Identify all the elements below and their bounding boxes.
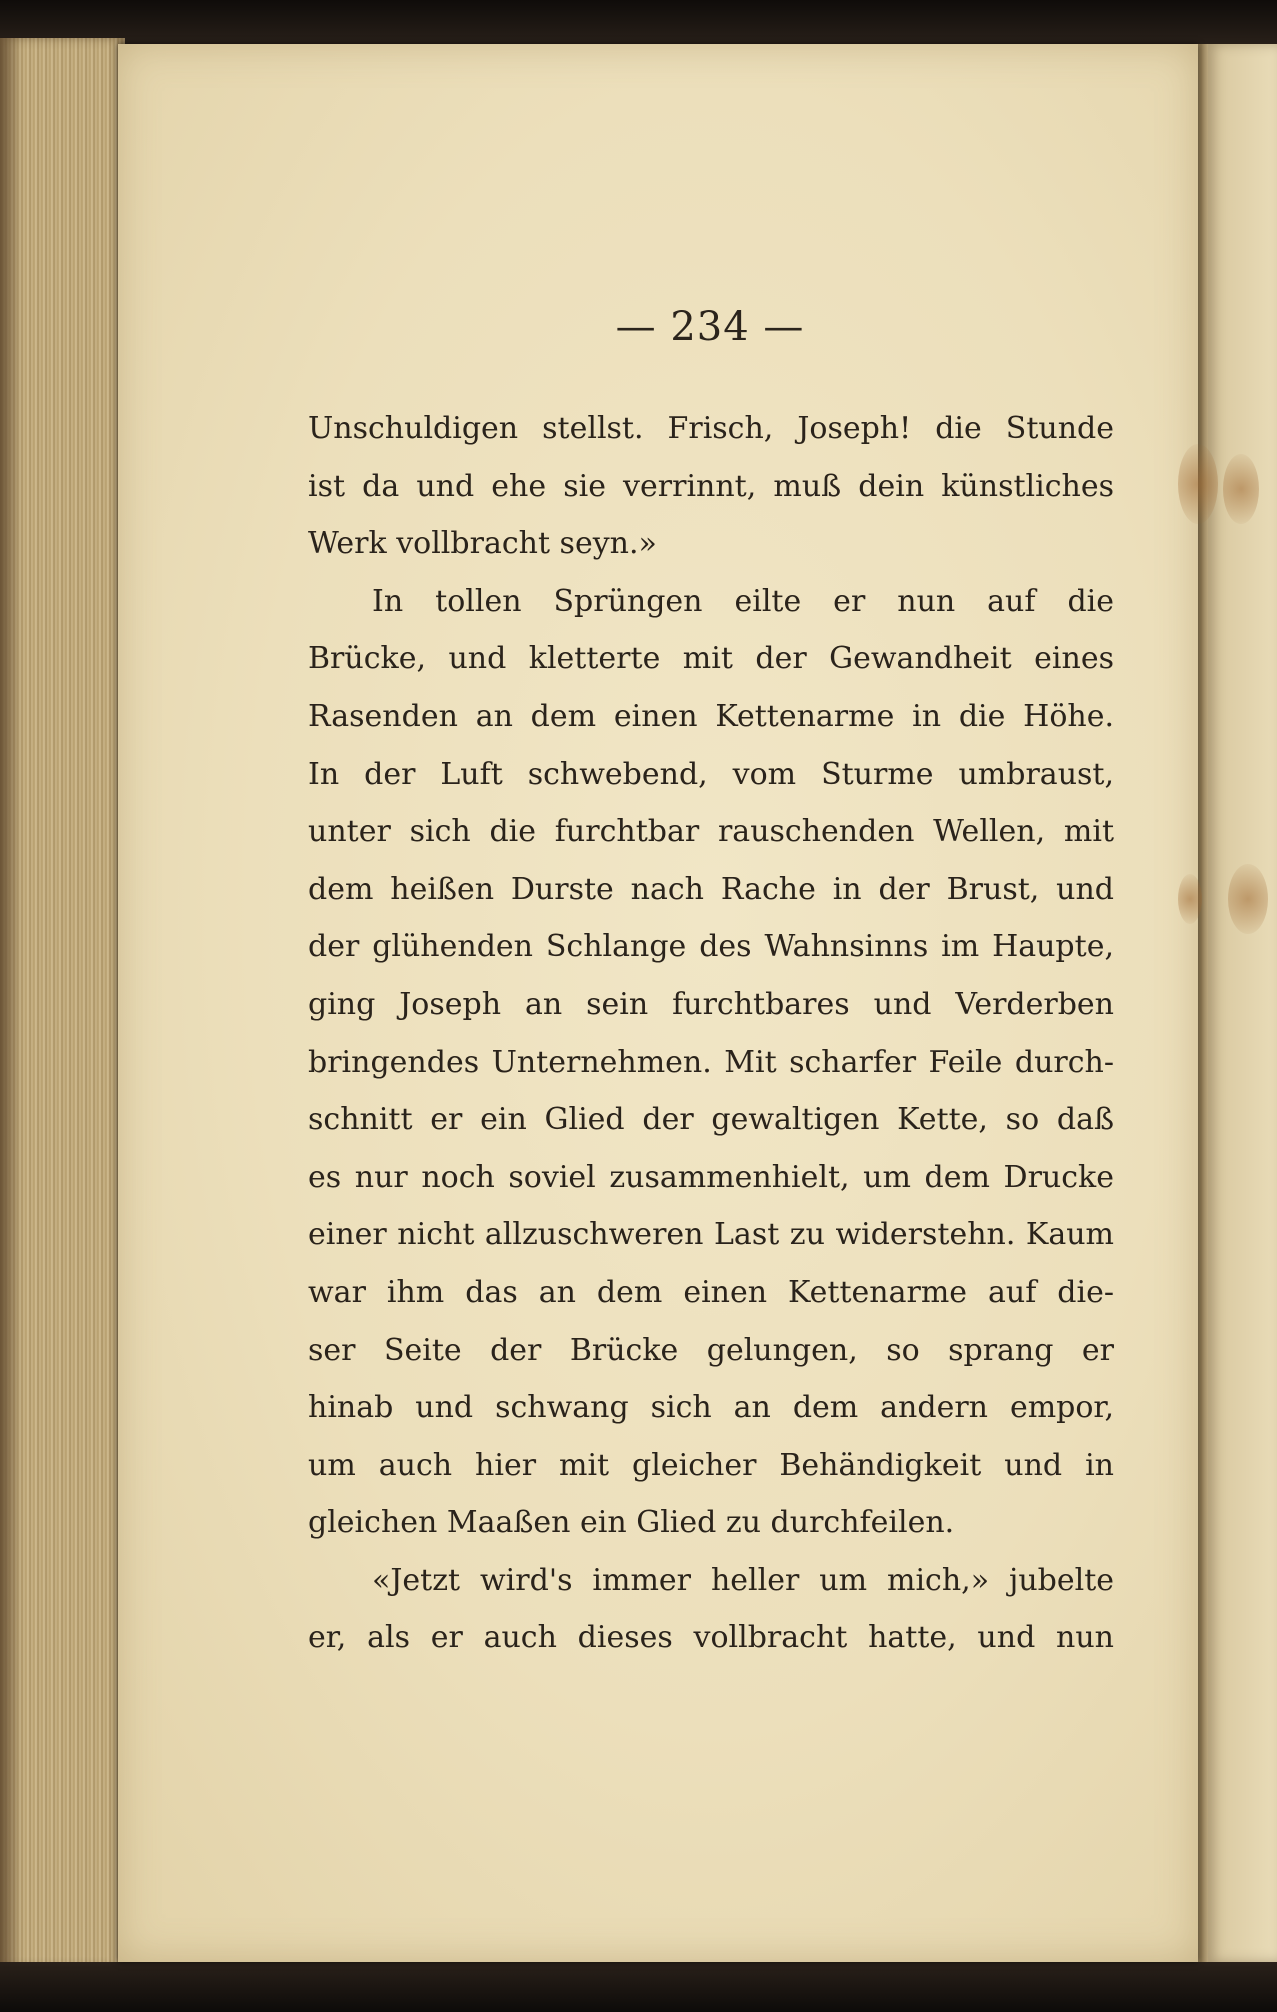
age-spot (1223, 454, 1259, 524)
text-line: ser Seite der Brücke gelungen, so sprang er (308, 1332, 1114, 1368)
text-line: er, als er auch dieses vollbracht hatte, und nun (308, 1620, 1114, 1656)
backdrop-top (0, 0, 1277, 48)
text-line: unter sich die furchtbar rauschenden Wellen, mit (308, 814, 1114, 850)
text-line: bringendes Unternehmen. Mit scharfer Feile durch- (308, 1044, 1114, 1080)
book-edge-shadow (0, 38, 22, 1968)
age-spot (1178, 444, 1218, 524)
facing-page-edge (1208, 44, 1277, 1962)
text-line: gleichen Maaßen ein Glied zu durchfeilen. (308, 1505, 955, 1541)
text-line: Rasenden an dem einen Kettenarme in die Höhe. (308, 698, 1114, 734)
text-line: Brücke, und kletterte mit der Gewandheit eines (308, 641, 1114, 677)
page-number: — 234 — (615, 304, 805, 350)
text-line: hinab und schwang sich an dem andern empor, (308, 1390, 1114, 1426)
text-line: es nur noch soviel zusammenhielt, um dem Drucke (308, 1159, 1114, 1195)
text-line: um auch hier mit gleicher Behändigkeit und in (308, 1447, 1114, 1483)
text-line: «Jetzt wird's immer heller um mich,» jubelte (372, 1562, 1114, 1598)
text-line: ist da und ehe sie verrinnt, muß dein künstliches (308, 468, 1114, 504)
age-spot (1228, 864, 1268, 934)
text-line: dem heißen Durste nach Rache in der Brust, und (308, 871, 1114, 907)
text-line: Werk vollbracht seyn.» (308, 526, 657, 562)
text-line: Unschuldigen stellst. Frisch, Joseph! die Stunde (308, 411, 1114, 446)
text-line: der glühenden Schlange des Wahnsinns im Haupte, (308, 929, 1114, 965)
backdrop-bottom (0, 1962, 1277, 2012)
age-spot (1178, 874, 1202, 924)
text-line: schnitt er ein Glied der gewaltigen Kette, so daß (308, 1102, 1114, 1138)
text-line: In tollen Sprüngen eilte er nun auf die (372, 583, 1114, 619)
text-line: In der Luft schwebend, vom Sturme umbraust, (308, 756, 1114, 792)
text-line: war ihm das an dem einen Kettenarme auf die- (308, 1274, 1114, 1310)
text-line: einer nicht allzuschweren Last zu widerstehn. Kaum (308, 1217, 1114, 1253)
text-line: ging Joseph an sein furchtbares und Verderben (308, 986, 1114, 1022)
body-text (308, 400, 1114, 1667)
